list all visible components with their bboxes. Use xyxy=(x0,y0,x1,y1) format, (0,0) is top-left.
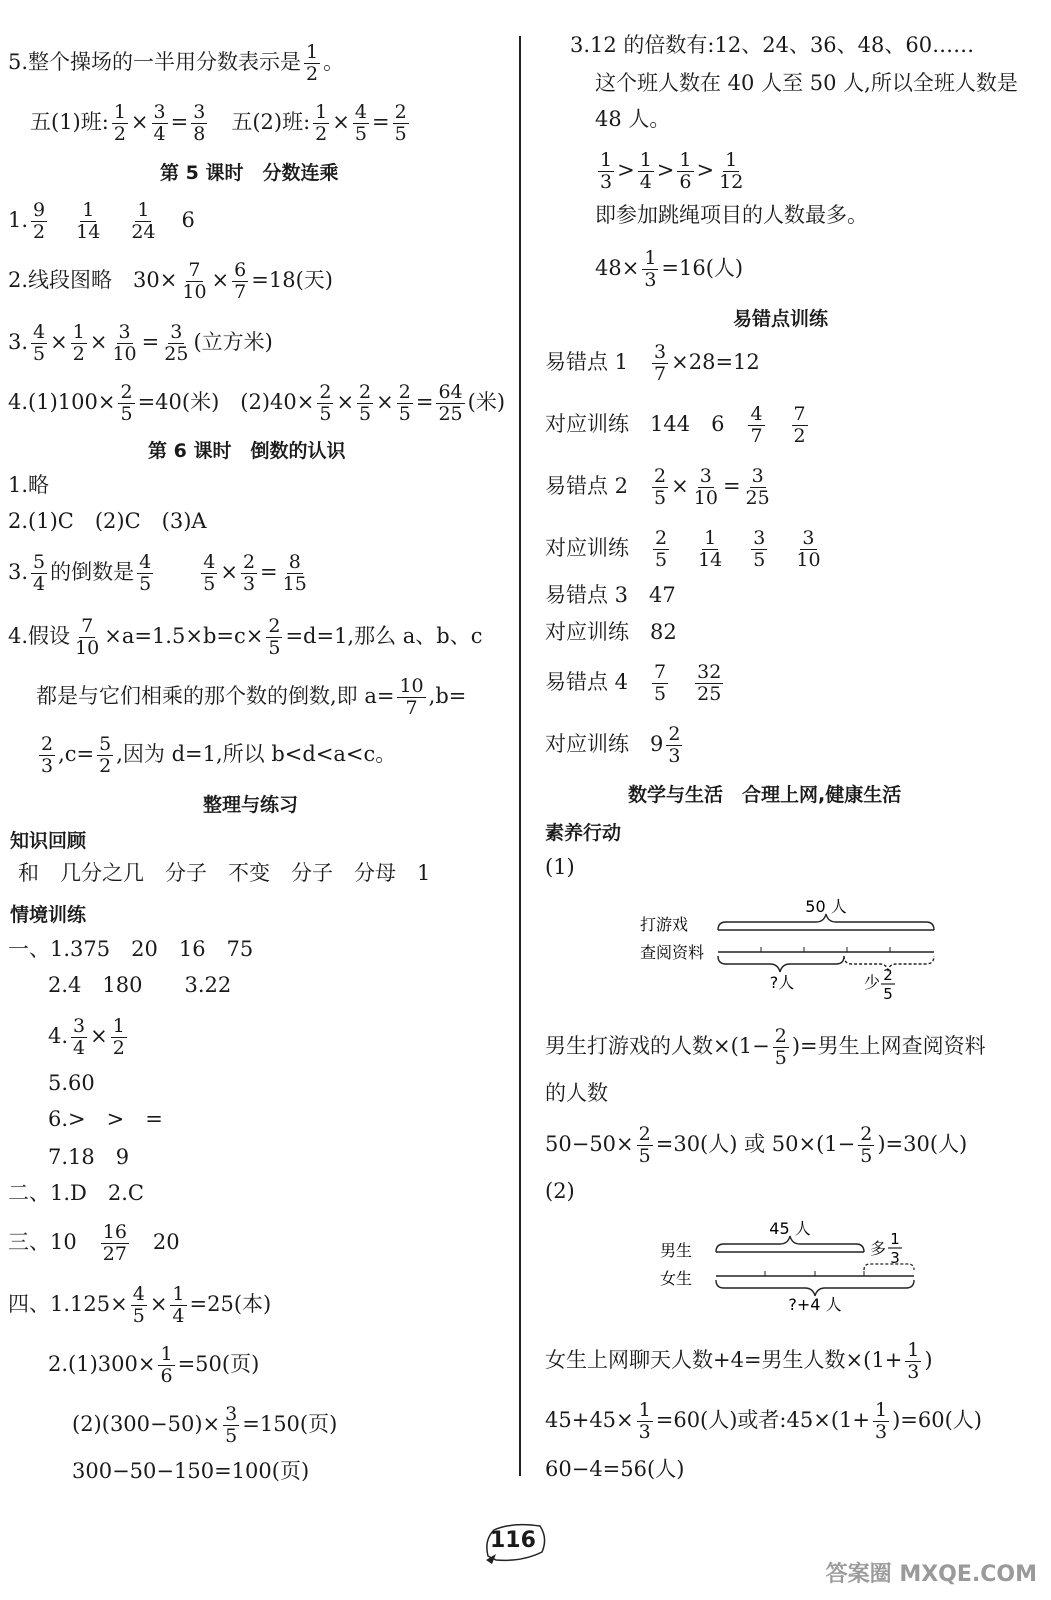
part-2-relation: 女生上网聊天人数+4=男生人数×(1+ $\frac{1}{3}$ ) xyxy=(545,1339,933,1383)
knowledge-review-answers: 和 几分之几 分子 不变 分子 分母 1 xyxy=(18,861,431,885)
section-heading-lesson-5: 第 5 课时 分数连乘 xyxy=(160,162,339,184)
subheading-literacy-action: 素养行动 xyxy=(545,822,622,844)
training-4-2-2: (2)(300−50)× $\frac{3}{5}$ =150(页) xyxy=(72,1403,338,1447)
subheading-situation-training: 情境训练 xyxy=(10,904,87,926)
lesson6-answer-4-cont: 都是与它们相乘的那个数的倒数,即 a= $\frac{10}{7}$ ,b= xyxy=(36,675,467,719)
training-4-1: 四、1.125× $\frac{4}{5}$ × $\frac{1}{4}$ =25(本) xyxy=(8,1283,272,1327)
diagram2-row1-label: 男生 xyxy=(660,1241,693,1260)
answer-3-compare: $\frac{1}{3}$ > $\frac{1}{4}$ > $\frac{1}{6}$ > $\frac{1}{12}$ xyxy=(600,149,744,193)
answer-5-calc: 五(1)班: $\frac{1}{2}$ × $\frac{3}{4}$ = $\frac{3}{8}$ 五(2)班: $\frac{1}{2}$ × $\frac{4}{5}$ = $\frac{2}{5}$ xyxy=(30,101,407,145)
lesson6-answer-1: 1.略 xyxy=(8,473,50,497)
answer-5: 5.整个操场的一半用分数表示是 $\frac{1}{2}$ 。 xyxy=(8,41,345,85)
part-1-calc: 50−50× $\frac{2}{5}$ =30(人) 或 50×(1− $\frac{2}{5}$ )=30(人) xyxy=(545,1123,968,1167)
answer-3-text-2: 48 人。 xyxy=(595,107,671,131)
training-2: 二、1.D 2.C xyxy=(8,1181,144,1205)
answer-3-conclusion: 即参加跳绳项目的人数最多。 xyxy=(595,203,868,227)
section-heading-lesson-6: 第 6 课时 倒数的认识 xyxy=(148,440,346,462)
diagram1-frac-num: 2 xyxy=(883,966,893,984)
section-heading-review: 整理与练习 xyxy=(203,794,299,816)
error-point-1: 易错点 1 $\frac{3}{7}$ ×28=12 xyxy=(545,341,760,385)
error-point-3: 易错点 3 47 xyxy=(545,583,676,607)
diagram2-total-label: 45 人 xyxy=(769,1219,811,1238)
training-1-1: 一、1.375 20 16 75 xyxy=(8,937,254,961)
lesson6-answer-2: 2.(1)C (2)C (3)A xyxy=(8,509,207,533)
training-2-right: 对应训练 $\frac{2}{5}$ $\frac{1}{14}$ $\frac{3}{5}$ $\frac{3}{10}$ xyxy=(545,527,821,571)
diagram1-row2-label: 查阅资料 xyxy=(640,943,705,962)
part-1-label: (1) xyxy=(545,855,575,879)
diagram1-less-label: 少 xyxy=(864,973,881,992)
training-4-2-3: 300−50−150=100(页) xyxy=(72,1459,310,1483)
training-1-2: 2.4 180 3.22 xyxy=(48,973,232,997)
part-2-calc: 45+45× $\frac{1}{3}$ =60(人)或者:45×(1+ $\frac{1}{3}$ )=60(人) xyxy=(545,1399,982,1443)
lesson5-answer-3: 3. $\frac{4}{5}$ × $\frac{1}{2}$ × $\frac{3}{10}$ = $\frac{3}{25}$ (立方米) xyxy=(8,321,273,365)
training-4-right: 对应训练 9 $\frac{2}{3}$ xyxy=(545,723,681,767)
column-divider xyxy=(519,36,521,1476)
training-1-7: 7.18 9 xyxy=(48,1145,130,1169)
diagram2-row2-label: 女生 xyxy=(660,1269,693,1288)
diagram1-unknown-label: ?人 xyxy=(769,973,795,992)
section-heading-math-life: 数学与生活 合理上网,健康生活 xyxy=(628,784,902,806)
page-number: 116 xyxy=(490,1528,536,1553)
training-1-6: 6.> > = xyxy=(48,1107,163,1131)
diagram2-frac-den: 3 xyxy=(890,1249,900,1267)
answer-3-multiples: 3.12 的倍数有:12、24、36、48、60…… xyxy=(570,33,975,57)
part-2-label: (2) xyxy=(545,1179,575,1203)
segment-diagram-games xyxy=(630,892,950,1004)
diagram2-frac-num: 1 xyxy=(890,1230,900,1248)
training-1-5: 5.60 xyxy=(48,1071,95,1095)
answer-3-calc: 48× $\frac{1}{3}$ =16(人) xyxy=(595,247,744,291)
error-point-4: 易错点 4 $\frac{7}{5}$ $\frac{32}{25}$ xyxy=(545,661,722,705)
diagram1-frac-den: 5 xyxy=(883,985,893,1003)
training-1: 对应训练 144 6 $\frac{4}{7}$ $\frac{7}{2}$ xyxy=(545,403,806,447)
lesson5-answer-4: 4.(1)100× $\frac{2}{5}$ =40(米) (2)40× $\frac{2}{5}$ × $\frac{2}{5}$ × $\frac{2}{5}$ = $\frac{64}{25}$ (米) xyxy=(8,381,506,425)
training-3: 三、10 $\frac{16}{27}$ 20 xyxy=(8,1221,180,1265)
subheading-knowledge-review: 知识回顾 xyxy=(10,830,87,852)
diagram1-total-label: 50 人 xyxy=(805,897,847,916)
training-4-2-1: 2.(1)300× $\frac{1}{6}$ =50(页) xyxy=(48,1343,260,1387)
training-3-right: 对应训练 82 xyxy=(545,620,677,644)
answer-3-text-1: 这个班人数在 40 人至 50 人,所以全班人数是 xyxy=(595,71,1018,95)
part-2-final: 60−4=56(人) xyxy=(545,1457,685,1481)
lesson5-answer-2: 2.线段图略 30× $\frac{7}{10}$ × $\frac{6}{7}$ =18(天) xyxy=(8,259,333,303)
lesson6-answer-3: 3. $\frac{5}{4}$ 的倒数是 $\frac{4}{5}$ $\frac{4}{5}$ × $\frac{2}{3}$ = $\frac{8}{15}$ xyxy=(8,551,307,595)
section-heading-error-points: 易错点训练 xyxy=(733,308,829,330)
watermark: 答案圈 MXQE.COM xyxy=(825,1562,1037,1587)
error-point-2: 易错点 2 $\frac{2}{5}$ × $\frac{3}{10}$ = $\frac{3}{25}$ xyxy=(545,465,770,509)
lesson6-answer-4-end: $\frac{2}{3}$ ,c= $\frac{5}{2}$ ,因为 d=1,所以 b<d<a<c。 xyxy=(41,733,397,777)
diagram1-row1-label: 打游戏 xyxy=(640,915,689,934)
diagram2-unknown-label: ?+4 人 xyxy=(788,1295,842,1314)
segment-diagram-chat xyxy=(650,1214,930,1314)
part-1-relation: 男生打游戏的人数×(1− $\frac{2}{5}$ )=男生上网查阅资料 xyxy=(545,1025,986,1069)
diagram2-more-label: 多 xyxy=(870,1239,887,1258)
training-1-4: 4. $\frac{3}{4}$ × $\frac{1}{2}$ xyxy=(48,1015,125,1059)
lesson6-answer-4: 4.假设 $\frac{7}{10}$ ×a=1.5×b=c× $\frac{2}{5}$ =d=1,那么 a、b、c xyxy=(8,615,483,659)
lesson5-answer-1: 1. $\frac{9}{2}$ $\frac{1}{14}$ $\frac{1}{24}$ 6 xyxy=(8,199,195,243)
part-1-relation-cont: 的人数 xyxy=(545,1081,608,1105)
